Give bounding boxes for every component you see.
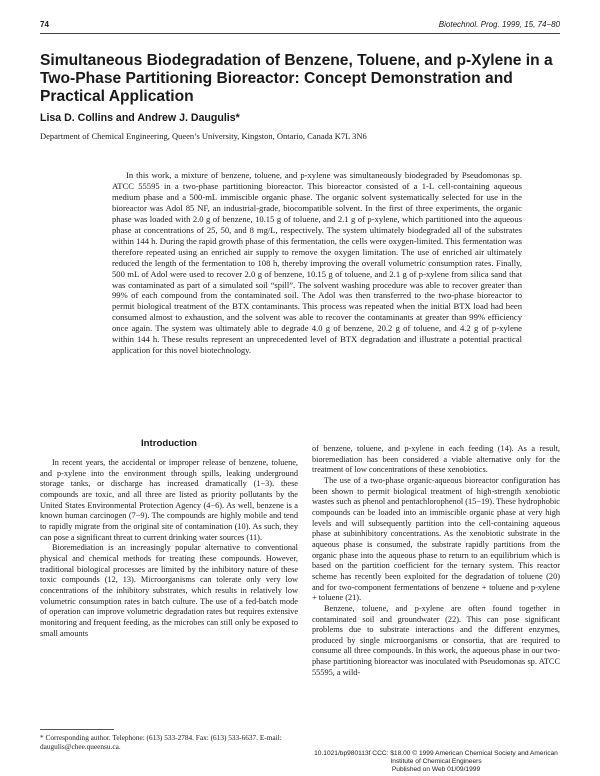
right-column [312,444,560,678]
header-rule [40,33,560,34]
footnote-rule [40,729,114,730]
page-number: 74 [40,20,49,29]
journal-citation: Biotechnol. Prog. 1999, 15, 74−80 [438,20,560,29]
left-column [40,458,298,639]
author-affiliation: Department of Chemical Engineering, Queen’s University, Kingston, Ontario, Canada K7L 3N6 [40,131,367,141]
paragraph: Bioremediation is an increasingly popular alternative to conventional physical and chemical methods for treating these compounds. However, traditional biological processes are limited by the inhibitory nature of these toxic compounds (12, 13). Microorganisms can tolerate only very low concentrations of the inhibitory substrates, which results in relatively low volumetric consumption rates in batch culture. The use of a fed-batch mode of operation can improve volumetric degradation rates but requires extensive monitoring and frequent feeding, as the microbes can still only be exposed to small amounts [40,543,298,638]
paragraph: In recent years, the accidental or improper release of benzene, toluene, and p-xylene into the environment through spills, leaking underground storage tanks, or discharge has increased dramatically (1−3). these compounds are toxic, and all three are listed as priority pollutants by the United States Environmental Protection Agency (4−6). As well, benzene is a known human carcinogen (7−9). The compounds are highly mobile and tend to rapidly migrate from the original site of contamination (10). As such, they can pose a significant threat to current drinking water sources (11). [40,458,298,542]
paragraph: of benzene, toluene, and p-xylene in each feeding (14). As a result, bioremediation has been considered a viable alternative only for the treatment of low concentrations of these xenobiotics. [312,444,560,475]
running-header [40,20,560,32]
article-authors: Lisa D. Collins and Andrew J. Daugulis* [40,112,240,124]
publication-date-line: Published on Web 01/09/1999 [391,766,481,773]
article-title: Simultaneous Biodegradation of Benzene, Toluene, and p-Xylene in a Two-Phase Partitioning Bioreactor: Concept Demonstration and Practical Application [40,52,553,105]
abstract: In this work, a mixture of benzene, toluene, and p-xylene was simultaneously biodegraded by Pseudomonas sp. ATCC 55595 in a two-phase partitioning bioreactor. This bioreactor consisted of a 1-L cell-containing aqueous medium phase and a 500-mL immiscible organic phase. The organic solvent systematically selected for use in the bioreactor was Adol 85 NF, an industrial-grade, biocompatible solvent. In the first of three experiments, the organic phase was loaded with 2.0 g of benzene, 10.15 g of toluene, and 2.1 g of p-xylene, which partitioned into the aqueous phase at concentrations of 25, 50, and 8 mg/L, respectively. The system ultimately biodegraded all of the substrates within 144 h. During the rapid growth phase of this fermentation, the cells were oxygen-limited. This fermentation was therefore repeated using an enriched air supply to remove the oxygen limitation. The use of enriched air ultimately reduced the length of the fermentation to 108 h, thereby improving the overall volumetric consumption rates. Finally, 500 mL of Adol were used to recover 2.0 g of benzene, 10.15 g of toluene, and 2.1 g of p-xylene from silica sand that was contaminated as part of a simulated soil “spill”. The solvent washing procedure was able to recover greater than 99% of each compound from the contaminated soil. The Adol was then transferred to the two-phase bioreactor to permit biological treatment of the BTX contaminants. This process was repeated when the initial BTX load had been consumed almost to exhaustion, and the solvent was able to recover the contaminants at greater than 99% efficiency once again. The system was ultimately able to degrade 4.0 g of benzene, 20.2 g of toluene, and 4.2 g of p-xylene within 144 h. These results represent an unprecedented level of BTX degradation and illustrate a potential practical application for this novel biotechnology. [112,170,522,356]
paragraph: The use of a two-phase organic-aqueous bioreactor configuration has been shown to permit biological treatment of high-strength xenobiotic wastes such as phenol and pentachlorophenol (15−19). These hydrophobic compounds can be loaded into an immiscible organic phase at very high levels and will subsequently partition into the cell-containing aqueous phase at subinhibitory concentrations. As the xenobiotic substrate in the aqueous phase is consumed, the substrate rapidly partitions from the organic phase into the aqueous phase to return to an equilibrium which is based on the partition coefficient for the ternary system. This reactor scheme has recently been exploited for the degradation of toluene (20) and for two-component fermentations of benzene + toluene and p-xylene + toluene (21). [312,475,560,603]
section-heading-introduction: Introduction [141,438,197,449]
doi-copyright-line: 10.1021/bp980113f CCC: $18.00 © 1999 American Chemical Society and American Institute of Chemical Engineers [314,750,558,765]
paragraph: Benzene, toluene, and p-xylene are often found together in contaminated soil and groundwater (22). This can pose significant problems due to substrate interactions and the different enzymes, produced by single microorganisms or consortia, that are required to consume all three compounds. In this work, the aqueous phase in our two-phase partitioning bioreactor was inoculated with Pseudomonas sp. ATCC 55595, a wild- [312,603,560,677]
publication-footer [312,750,560,774]
corresponding-author-footnote: * Corresponding author. Telephone: (613) 533-2784. Fax: (613) 533-6637. E-mail: daugulis@chee.queensu.ca. [40,733,282,751]
